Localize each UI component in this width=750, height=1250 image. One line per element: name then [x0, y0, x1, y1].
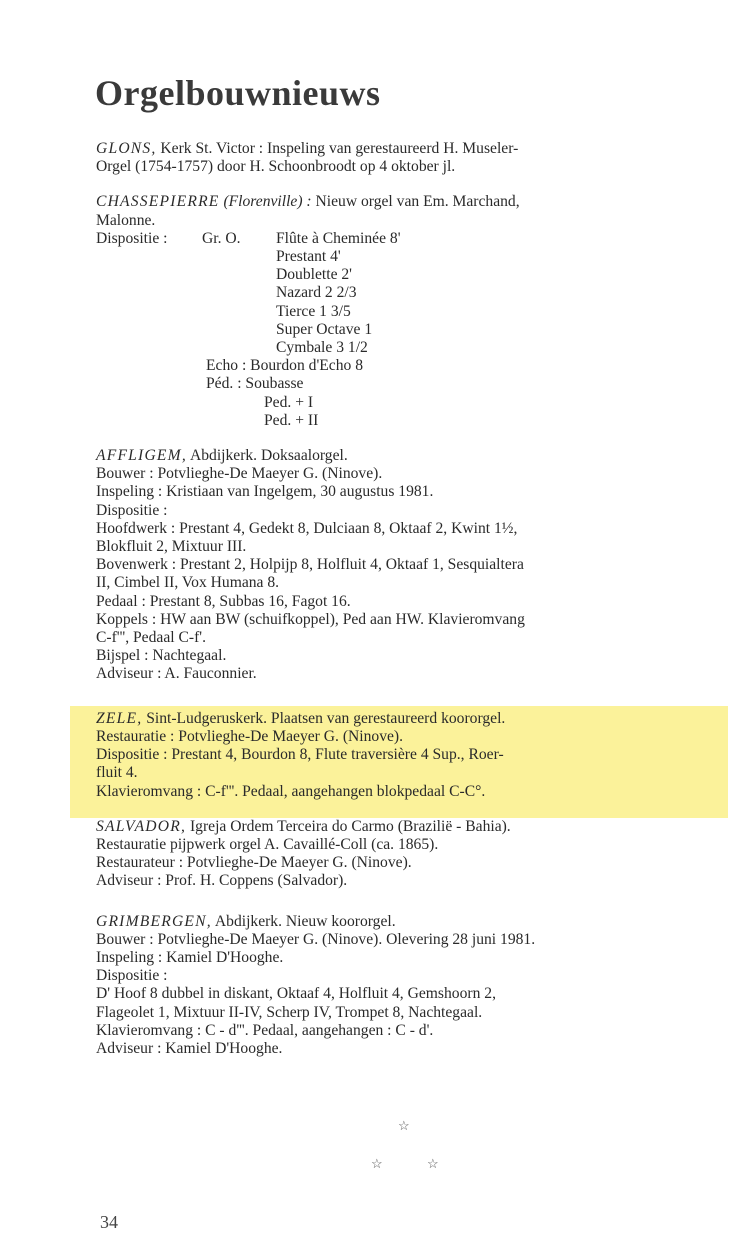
text-line: Blokfluit 2, Mixtuur III. [96, 538, 247, 556]
salvador-line-1 [96, 818, 710, 836]
place-name: ZELE, [96, 709, 143, 727]
entry-chassepierre [96, 193, 710, 430]
stop: Nazard 2 2/3 [276, 284, 357, 302]
pedal-line: Péd. : Soubasse [206, 375, 304, 393]
text-line: Restauratie pijpwerk orgel A. Cavaillé-Coll (ca. 1865). [96, 835, 439, 853]
place-name: SALVADOR, [96, 817, 187, 835]
text-line: C-f''', Pedaal C-f'. [96, 629, 206, 647]
text: Igreja Ordem Terceira do Carmo (Brazilië - Bahia). [186, 817, 511, 835]
pedal-coupler: Ped. + I [264, 393, 314, 411]
news-body [96, 140, 710, 1075]
chass-line-1 [96, 193, 710, 211]
text-line: Bijspel : Nachtegaal. [96, 647, 227, 665]
entry-glons [96, 140, 710, 176]
text-line: Hoofdwerk : Prestant 4, Gedekt 8, Dulciaan 8, Oktaaf 2, Kwint 1½, [96, 519, 518, 537]
place-name: CHASSEPIERRE [96, 193, 220, 211]
text-line: Adviseur : A. Fauconnier. [96, 665, 257, 683]
text-line: Pedaal : Prestant 8, Subbas 16, Fagot 16. [96, 592, 351, 610]
chass-line-2: Malonne. [96, 211, 156, 229]
text-line: Adviseur : Prof. H. Coppens (Salvador). [96, 872, 348, 890]
entry-grimbergen [96, 913, 710, 1059]
star-ornament: ☆ [427, 1156, 439, 1171]
place-sub: (Florenville) : [223, 193, 312, 211]
text-line: fluit 4. [96, 764, 138, 782]
disposition-table [96, 230, 710, 430]
disp-label: Dispositie : [96, 229, 168, 247]
entry-affligem [96, 447, 710, 684]
stop: Flûte à Cheminée 8' [276, 229, 401, 247]
glons-line-1 [96, 140, 710, 158]
text-line: Inspeling : Kristiaan van Ingelgem, 30 augustus 1981. [96, 483, 434, 501]
text: Nieuw orgel van Em. Marchand, [311, 193, 520, 211]
text-line: Restauratie : Potvlieghe-De Maeyer G. (Ninove). [96, 727, 404, 745]
text-line: Bouwer : Potvlieghe-De Maeyer G. (Ninove). [96, 465, 383, 483]
affligem-line-1 [96, 447, 710, 465]
stop: Prestant 4' [276, 248, 341, 266]
pedal-coupler: Ped. + II [264, 411, 319, 429]
text-line: Flageolet 1, Mixtuur II-IV, Scherp IV, Trompet 8, Nachtegaal. [96, 1003, 483, 1021]
text-line: Adviseur : Kamiel D'Hooghe. [96, 1039, 283, 1057]
text: Abdijkerk. Doksaalorgel. [186, 447, 348, 465]
text: Kerk St. Victor : Inspeling van gerestaureerd H. Museler- [156, 140, 519, 157]
grimbergen-line-1 [96, 913, 710, 931]
text-line: Koppels : HW aan BW (schuifkoppel), Ped aan HW. Klavieromvang [96, 610, 525, 628]
manual-label: Gr. O. [202, 229, 241, 247]
zele-line-1 [96, 710, 710, 728]
page-title: Orgelbouwnieuws [95, 73, 381, 113]
text-line: Klavieromvang : C-f'''. Pedaal, aangehangen blokpedaal C-C°. [96, 782, 486, 800]
text: Sint-Ludgeruskerk. Plaatsen van gerestaureerd koororgel. [142, 709, 506, 727]
glons-line-2: Orgel (1754-1757) door H. Schoonbroodt op 4 oktober jl. [96, 158, 456, 176]
stop: Doublette 2' [276, 266, 352, 284]
star-ornament: ☆ [398, 1118, 410, 1133]
text: Abdijkerk. Nieuw koororgel. [211, 912, 396, 930]
echo-line: Echo : Bourdon d'Echo 8 [206, 357, 363, 375]
text-line: Inspeling : Kamiel D'Hooghe. [96, 948, 284, 966]
entry-salvador [96, 818, 710, 891]
place-name: AFFLIGEM, [96, 447, 187, 465]
text-line: Dispositie : Prestant 4, Bourdon 8, Flute traversière 4 Sup., Roer- [96, 746, 504, 764]
page-number: 34 [100, 1212, 118, 1232]
entry-zele [96, 710, 710, 801]
stop: Cymbale 3 1/2 [276, 339, 368, 357]
text-line: II, Cimbel II, Vox Humana 8. [96, 574, 280, 592]
text-line: D' Hoof 8 dubbel in diskant, Oktaaf 4, Holfluit 4, Gemshoorn 2, [96, 985, 496, 1003]
text-line: Dispositie : [96, 501, 168, 519]
star-ornament: ☆ [371, 1156, 383, 1171]
place-name: GLONS, [96, 140, 157, 157]
text-line: Dispositie : [96, 967, 168, 985]
text-line: Klavieromvang : C - d'''. Pedaal, aangehangen : C - d'. [96, 1021, 434, 1039]
text-line: Bovenwerk : Prestant 2, Holpijp 8, Holfluit 4, Oktaaf 1, Sesquialtera [96, 556, 524, 574]
stop: Super Octave 1 [276, 320, 373, 338]
text-line: Bouwer : Potvlieghe-De Maeyer G. (Ninove). Olevering 28 juni 1981. [96, 930, 536, 948]
place-name: GRIMBERGEN, [96, 912, 212, 930]
stop: Tierce 1 3/5 [276, 302, 351, 320]
text-line: Restaurateur : Potvlieghe-De Maeyer G. (Ninove). [96, 854, 412, 872]
